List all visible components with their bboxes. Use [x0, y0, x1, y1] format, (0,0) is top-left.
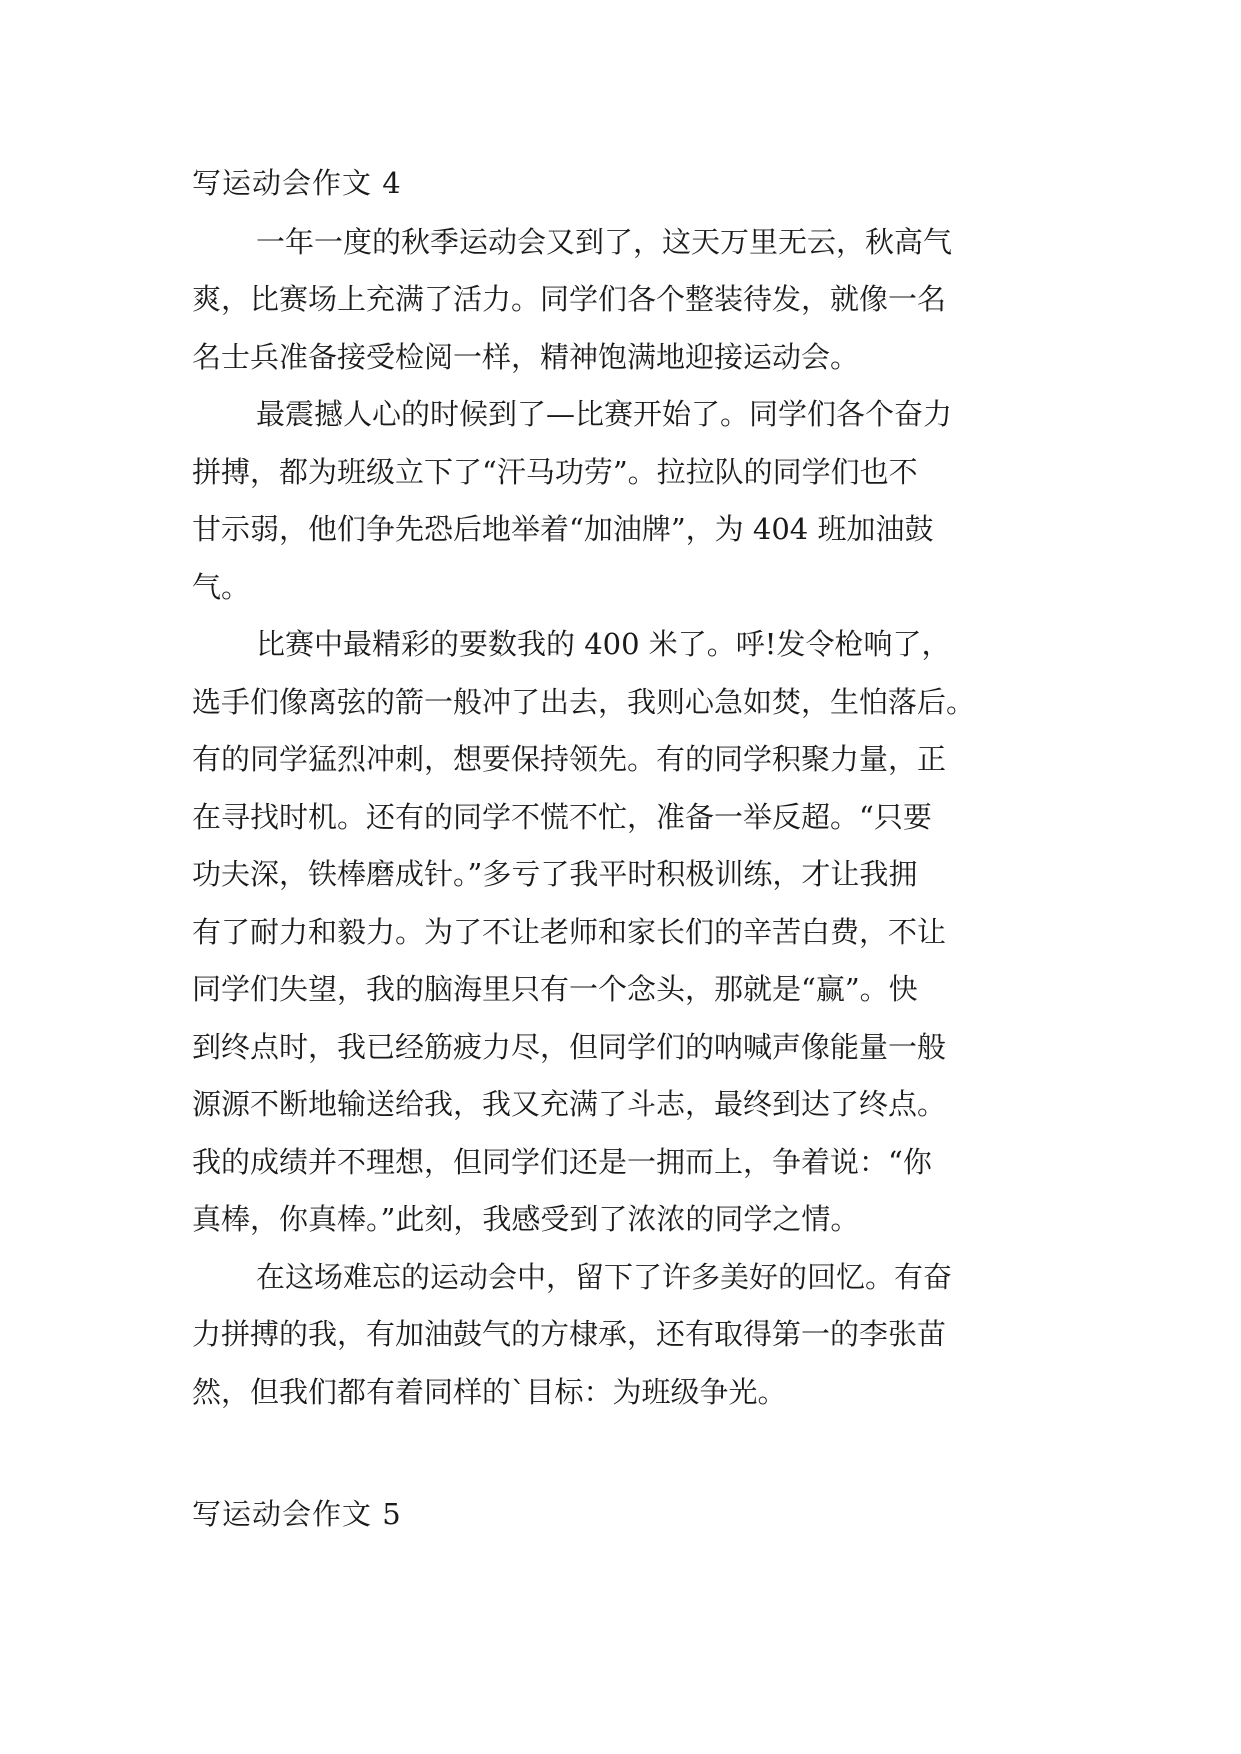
paragraph-line: 甘示弱，他们争先恐后地举着“加油牌”，为 404 班加油鼓: [192, 512, 934, 546]
paragraph-line: 有了耐力和毅力。为了不让老师和家长们的辛苦白费，不让: [192, 915, 947, 949]
paragraph-line: 气。: [192, 570, 251, 604]
paragraph-line: 爽，比赛场上充满了活力。同学们各个整装待发，就像一名: [192, 282, 947, 316]
paragraph-line: 功夫深，铁棒磨成针。”多亏了我平时积极训练，才让我拥: [192, 857, 918, 891]
paragraph-line: 力拼搏的我，有加油鼓气的方棣承，还有取得第一的李张苗: [192, 1317, 947, 1351]
section-title: 写运动会作文 4: [192, 166, 402, 200]
paragraph-line: 一年一度的秋季运动会又到了，这天万里无云，秋高气: [256, 225, 953, 259]
paragraph-line: 在寻找时机。还有的同学不慌不忙，准备一举反超。“只要: [192, 800, 932, 834]
paragraph-line: 然，但我们都有着同样的`目标：为班级争光。: [192, 1375, 787, 1409]
paragraph-line: 源源不断地输送给我，我又充满了斗志，最终到达了终点。: [192, 1087, 947, 1121]
paragraph-line: 真棒，你真棒。”此刻，我感受到了浓浓的同学之情。: [192, 1202, 860, 1236]
paragraph-line: 名士兵准备接受检阅一样，精神饱满地迎接运动会。: [192, 340, 860, 374]
paragraph-line: 有的同学猛烈冲刺，想要保持领先。有的同学积聚力量，正: [192, 742, 947, 776]
section-title: 写运动会作文 5: [192, 1497, 402, 1531]
paragraph-line: 拼搏，都为班级立下了“汗马功劳”。拉拉队的同学们也不: [192, 455, 918, 489]
paragraph-line: 在这场难忘的运动会中，留下了许多美好的回忆。有奋: [256, 1260, 953, 1294]
paragraph-line: 我的成绩并不理想，但同学们还是一拥而上，争着说：“你: [192, 1145, 932, 1179]
paragraph-line: 选手们像离弦的箭一般冲了出去，我则心急如焚，生怕落后。: [192, 685, 976, 719]
paragraph-line: 同学们失望，我的脑海里只有一个念头，那就是“赢”。快: [192, 972, 918, 1006]
paragraph-line: 最震撼人心的时候到了—比赛开始了。同学们各个奋力: [256, 397, 953, 431]
paragraph-line: 到终点时，我已经筋疲力尽，但同学们的呐喊声像能量一般: [192, 1030, 947, 1064]
paragraph-line: 比赛中最精彩的要数我的 400 米了。呼!发令枪响了，: [256, 627, 951, 661]
